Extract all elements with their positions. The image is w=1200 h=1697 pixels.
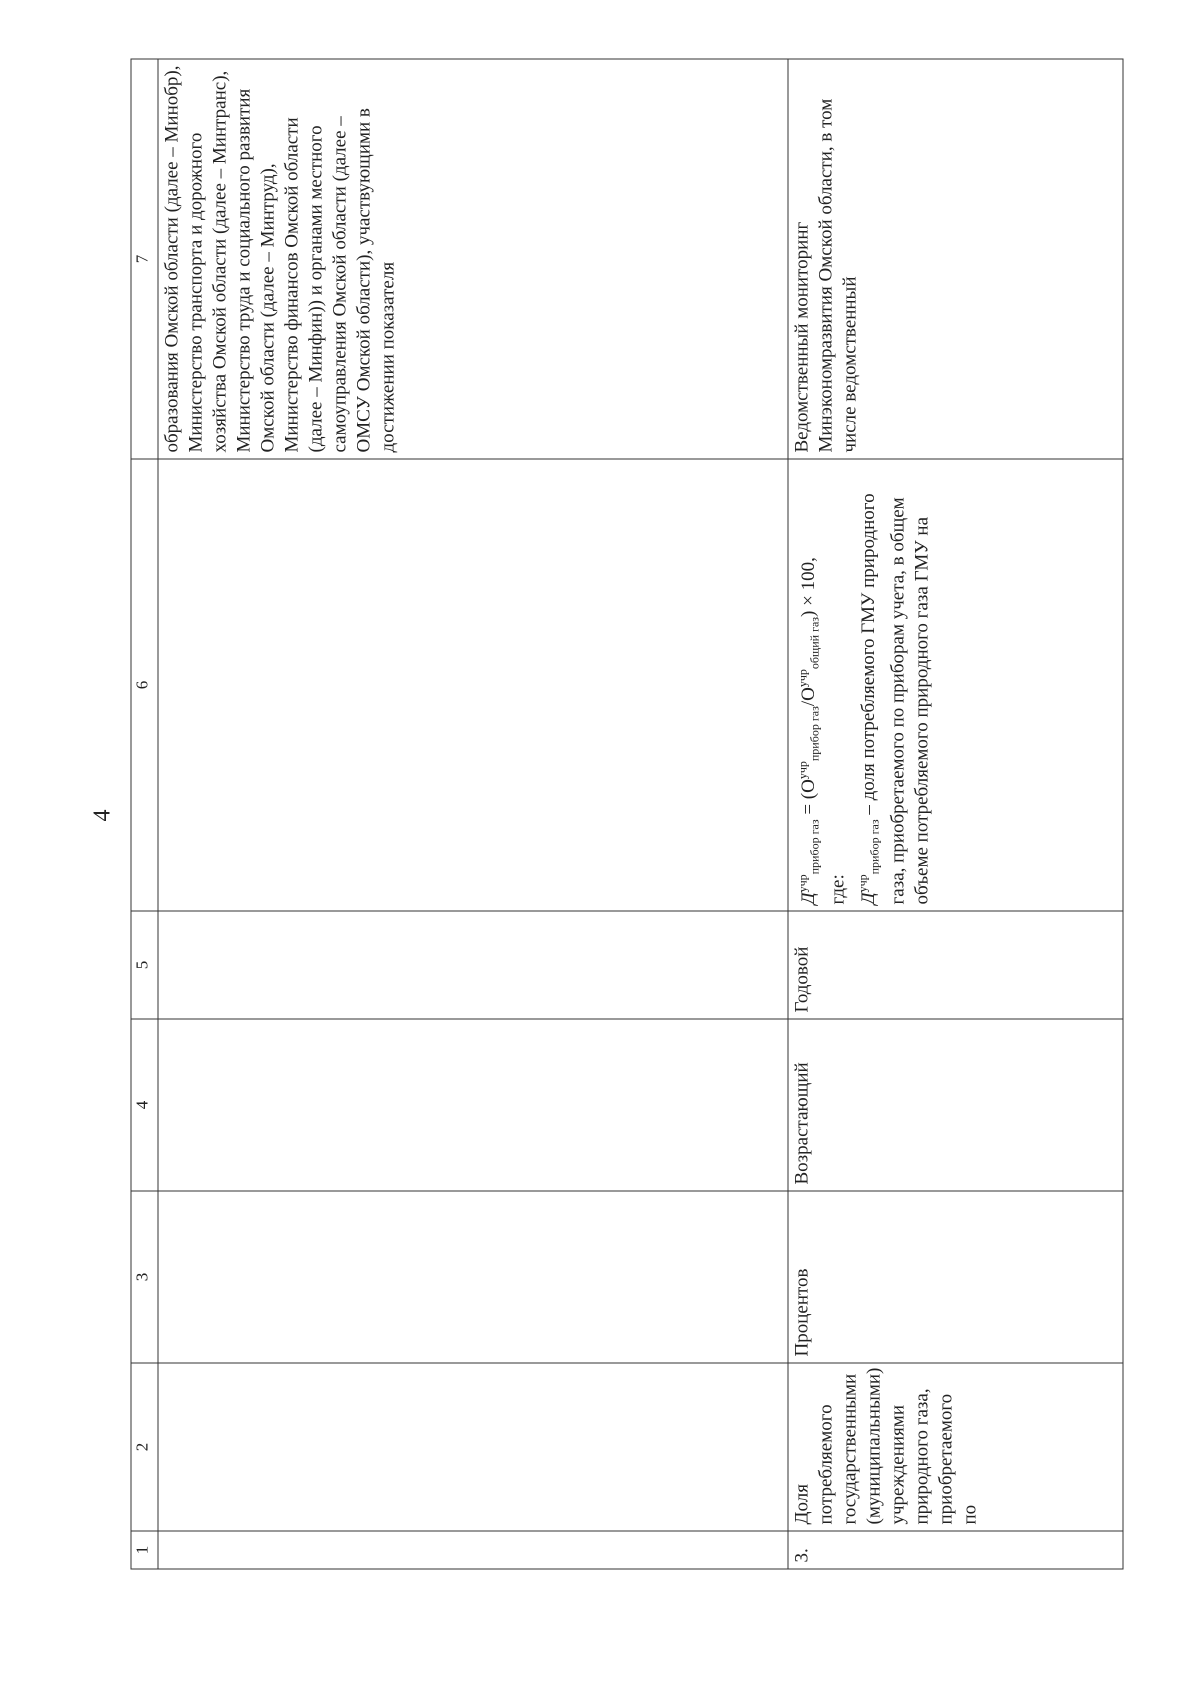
formula-lhs-symbol: Д — [797, 892, 819, 905]
formula-den-sup: учр — [795, 669, 810, 688]
column-number-row — [131, 59, 158, 1569]
cell-data-source: Ведомственный мониторинг Минэкономразвития Омской области, в том числе ведомственный — [788, 59, 1123, 459]
col-number-5: 5 — [131, 911, 158, 1019]
page-number: 4 — [89, 809, 116, 822]
col-number-1: 1 — [131, 1531, 158, 1569]
cell-empty — [158, 1191, 788, 1363]
cell-empty — [158, 459, 788, 911]
table-row-3 — [788, 59, 1123, 1569]
formula-def-sub: прибор газ — [867, 819, 882, 875]
cell-empty — [158, 1019, 788, 1191]
col-number-7: 7 — [131, 59, 158, 459]
col-number-6: 6 — [131, 459, 158, 911]
col-number-4: 4 — [131, 1019, 158, 1191]
formula-lhs-sup: учр — [795, 874, 810, 893]
formula-where: где: — [827, 874, 849, 905]
indicator-table — [131, 59, 1124, 1570]
cell-responsible-continued: образования Омской области (далее – Минобр), Министерство транспорта и дорожного хозяйства Омской области (далее – Минтранс), Министерство труда и социального развития Омской области (далее – Минтруд), Министерство финансов Омской области (далее – Минфин)) и органами местного самоуправления Омской области (далее – ОМСУ Омской области), участвующими в достижении показателя — [158, 59, 788, 459]
formula-den-sub: общий газ — [807, 616, 822, 670]
cell-row-number: 3. — [788, 1531, 1123, 1569]
formula-def-text: – доля потребляемого ГМУ природного газа, приобретаемого по приборам учета, в общем объеме потребляемого природного газа ГМУ на — [857, 493, 933, 905]
formula-tail: ) × 100, — [797, 557, 819, 617]
cell-indicator-name: Доля потребляемого государственными (муниципальными) учреждениями природного газа, приобретаемого по — [788, 1363, 1123, 1531]
cell-trend: Возрастающий — [788, 1019, 1123, 1191]
col-number-2: 2 — [131, 1363, 158, 1531]
rotated-table-container — [131, 60, 1166, 1570]
formula-num-sup: учр — [795, 761, 810, 780]
table-row-continued — [158, 59, 788, 1569]
cell-formula — [788, 459, 1123, 911]
cell-empty — [158, 911, 788, 1019]
cell-period: Годовой — [788, 911, 1123, 1019]
formula-num-sub: прибор газ — [807, 706, 822, 762]
formula-slash: /О — [797, 687, 819, 707]
formula-def-symbol: Д — [857, 892, 879, 905]
formula-eq-open: = (О — [797, 779, 819, 820]
cell-unit: Процентов — [788, 1191, 1123, 1363]
cell-empty — [158, 1531, 788, 1569]
col-number-3: 3 — [131, 1191, 158, 1363]
cell-empty — [158, 1363, 788, 1531]
formula-lhs-sub: прибор газ — [807, 819, 822, 875]
formula-def-sup: учр — [855, 874, 870, 893]
